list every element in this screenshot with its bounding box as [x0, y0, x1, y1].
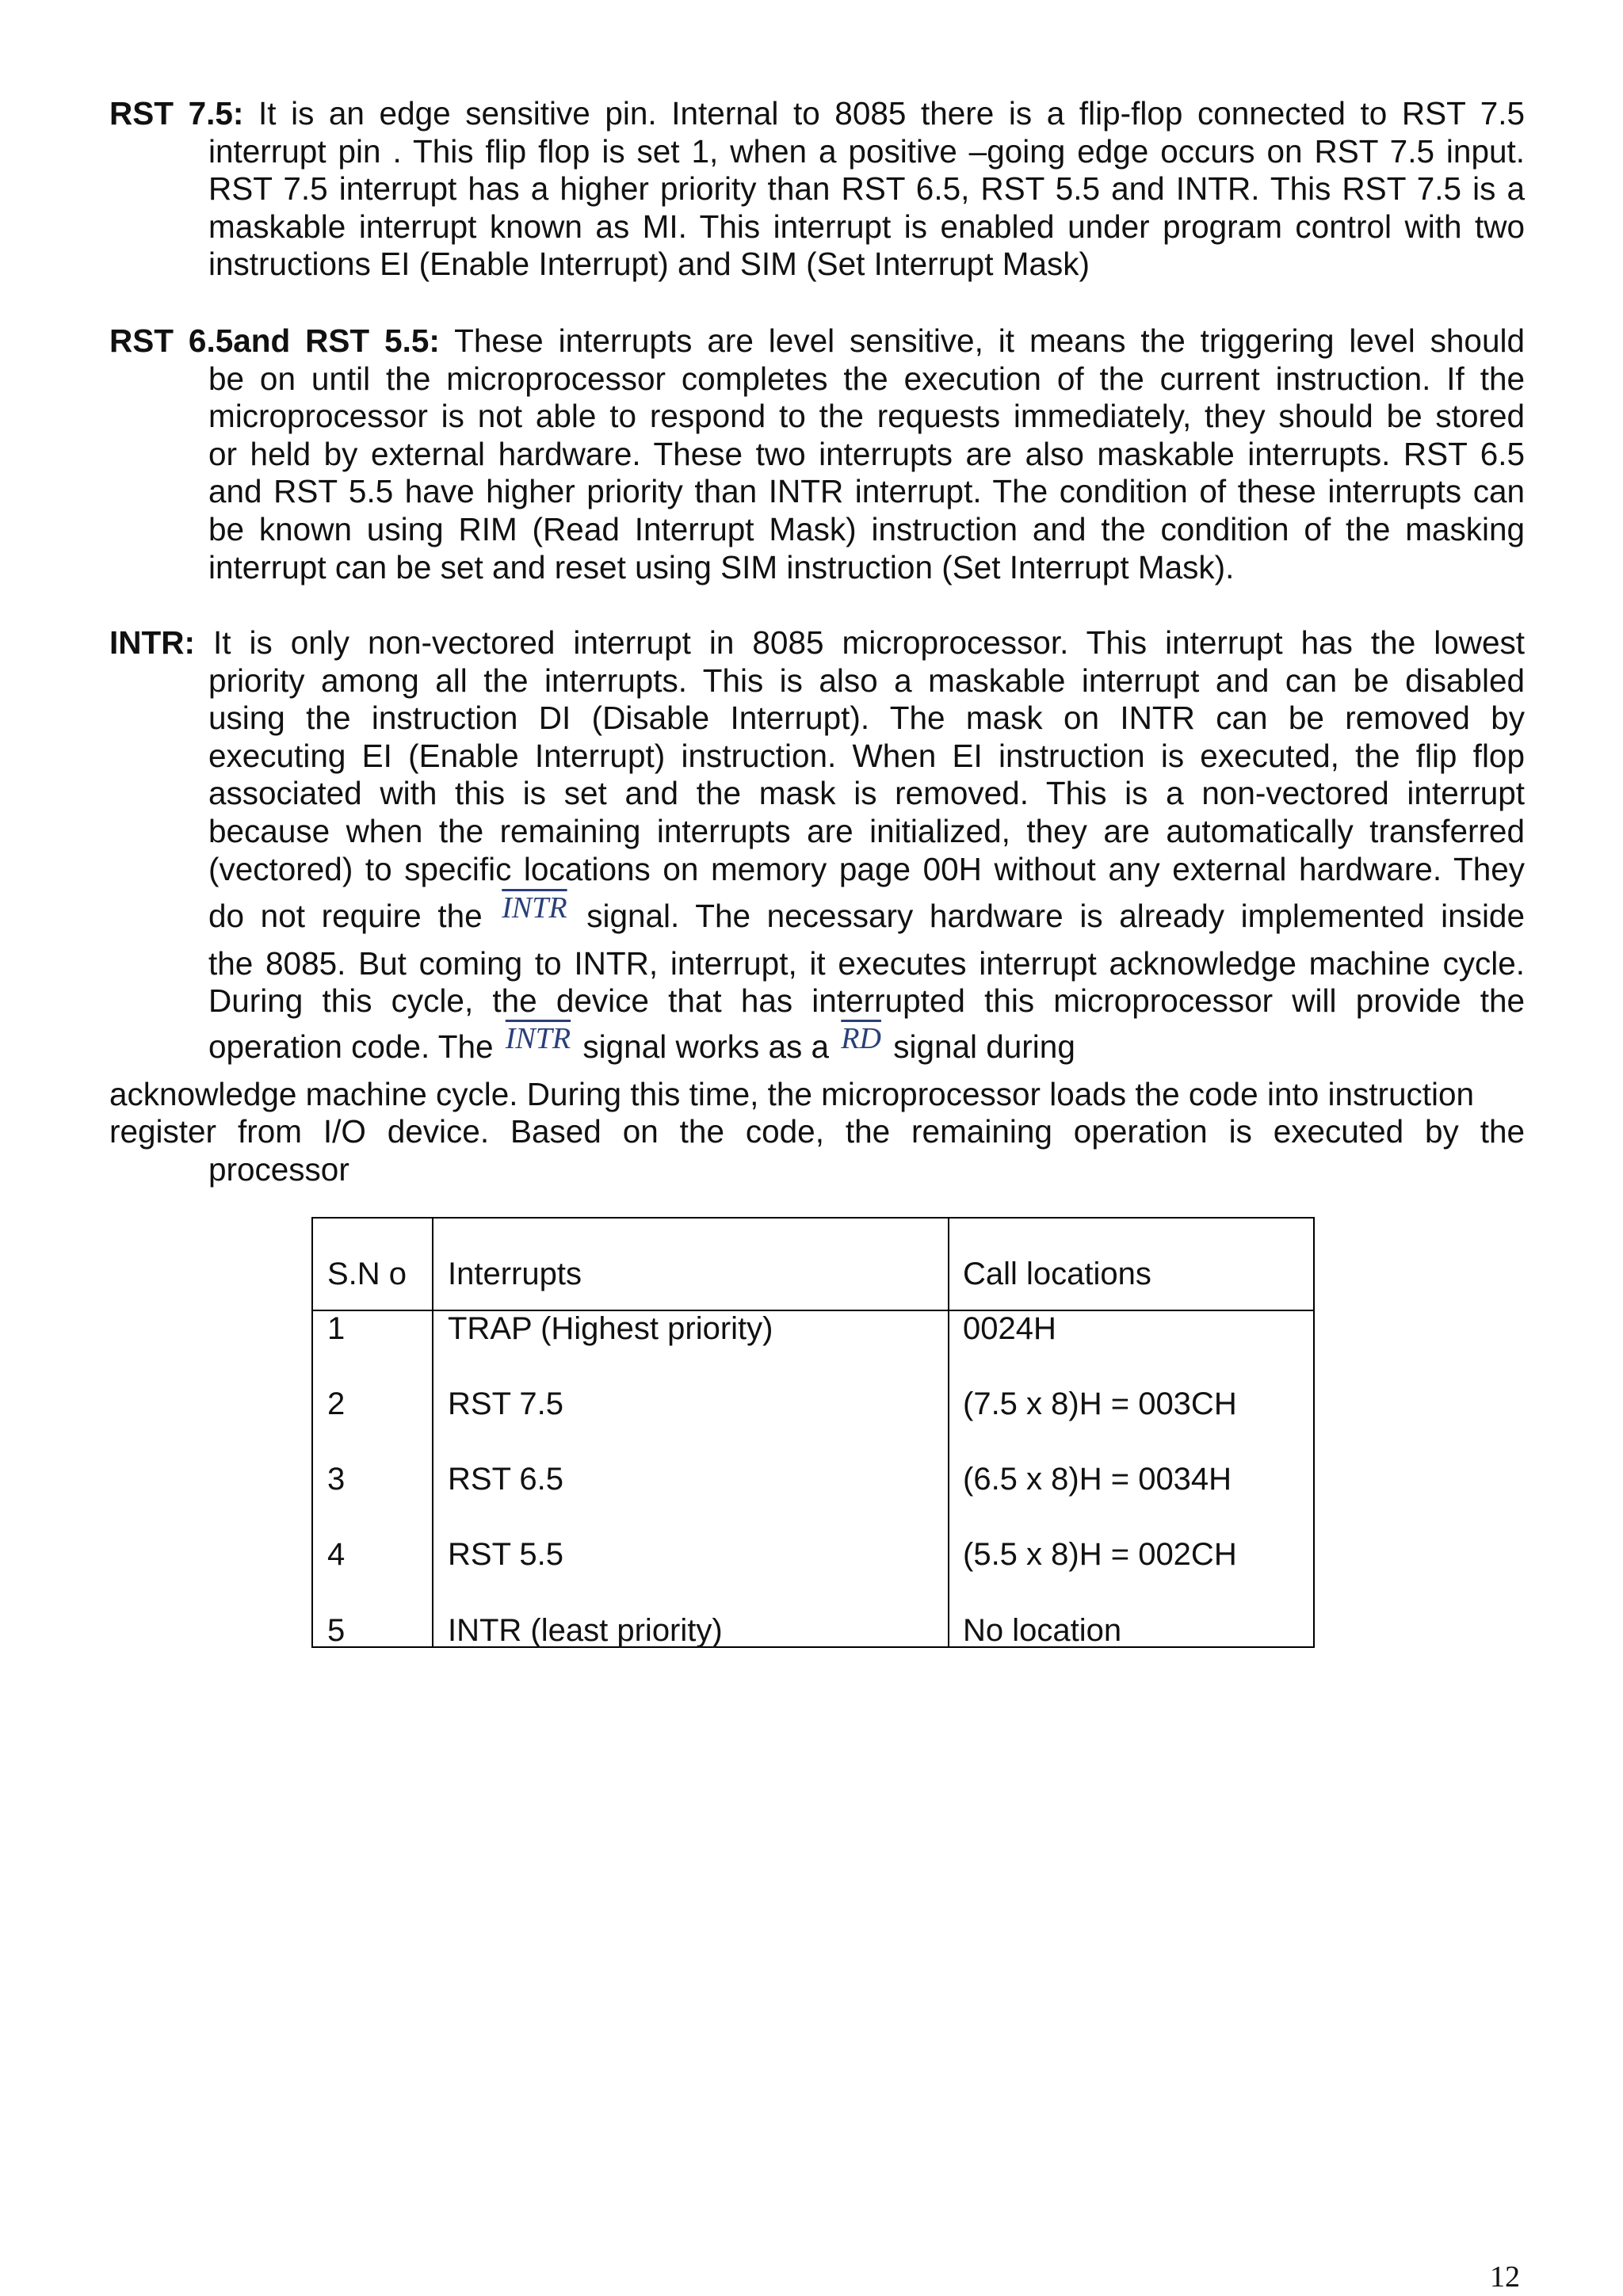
page-number: 12	[1490, 2260, 1520, 2294]
text-line: be on until the microprocessor completes the execution of the current instruction. If the	[208, 360, 1525, 397]
table-cell: 2	[327, 1386, 346, 1421]
rd-bar-symbol: $\overline{RD}$	[841, 1021, 881, 1055]
table-cell: 3	[327, 1462, 346, 1497]
text-line: register from I/O device. Based on the code, the remaining operation is executed by the	[109, 1113, 1525, 1150]
table-cell: RST 6.5	[448, 1462, 563, 1497]
text-line: and RST 5.5 have higher priority than INTR interrupt. The condition of these interrupts can	[208, 473, 1525, 510]
text-line: interrupt can be set and reset using SIM instruction (Set Interrupt Mask).	[208, 548, 1235, 585]
text-line: the 8085. But coming to INTR, interrupt, it executes interrupt acknowledge machine cycle.	[208, 944, 1525, 982]
table-cell: 4	[327, 1537, 346, 1572]
rst75-paragraph	[109, 95, 1525, 284]
text-line: operation code. The INTR signal works as a $\overline{RD}$ signal during	[208, 1021, 1075, 1065]
text-line: INTR: It is only non-vectored interrupt in 8085 microprocessor. This interrupt has the lowest	[109, 624, 1525, 661]
column-divider	[948, 1219, 949, 1646]
header-sno: S.N o	[327, 1257, 407, 1291]
term-rst65-rst55: RST 6.5and RST 5.5:	[109, 322, 440, 359]
table-cell: RST 5.5	[448, 1537, 563, 1572]
text-line: executing EI (Enable Interrupt) instruction. When EI instruction is executed, the flip flop	[208, 737, 1525, 774]
text-line: because when the remaining interrupts are initialized, they are automatically transferred	[208, 812, 1525, 849]
rst65-rst55-paragraph	[109, 322, 1525, 586]
text-line: associated with this is set and the mask is removed. This is a non-vectored interrupt	[208, 775, 1525, 812]
header-interrupts: Interrupts	[448, 1257, 582, 1291]
text-line: maskable interrupt known as MI. This interrupt is enabled under program control with two	[208, 208, 1525, 245]
text-line: priority among all the interrupts. This is also a maskable interrupt and can be disabled	[208, 662, 1525, 699]
table-cell: (7.5 x 8)H = 003CH	[963, 1386, 1237, 1421]
interrupt-table	[311, 1217, 1315, 1648]
table-cell: No location	[963, 1613, 1122, 1648]
table-cell: RST 7.5	[448, 1386, 563, 1421]
table-cell: (6.5 x 8)H = 0034H	[963, 1462, 1232, 1497]
text-line: do not require the INTR signal. The necessary hardware is already implemented inside	[208, 891, 1525, 935]
text-line: using the instruction DI (Disable Interrupt). The mask on INTR can be removed by	[208, 700, 1525, 737]
column-divider	[432, 1219, 433, 1646]
table-cell: INTR (least priority)	[448, 1613, 723, 1648]
term-intr: INTR:	[109, 624, 195, 661]
text-line: be known using RIM (Read Interrupt Mask) instruction and the condition of the masking	[208, 510, 1525, 547]
intr-bar-symbol: INTR	[502, 891, 567, 925]
text-line: During this cycle, the device that has interrupted this microprocessor will provide the	[208, 982, 1525, 1020]
table-cell: (5.5 x 8)H = 002CH	[963, 1537, 1237, 1572]
text-line: processor	[208, 1150, 349, 1188]
text-line: interrupt pin . This flip flop is set 1, when a positive –going edge occurs on RST 7.5 input.	[208, 132, 1525, 170]
table-cell: 5	[327, 1613, 346, 1648]
intr-paragraph	[109, 624, 1525, 1188]
text-line: acknowledge machine cycle. During this time, the microprocessor loads the code into instruction	[109, 1075, 1475, 1112]
text-line: instructions EI (Enable Interrupt) and SIM (Set Interrupt Mask)	[208, 246, 1090, 283]
header-call-locations: Call locations	[963, 1257, 1151, 1291]
term-rst75: RST 7.5:	[109, 95, 244, 132]
table-cell: TRAP (Highest priority)	[448, 1311, 773, 1346]
table-cell: 1	[327, 1311, 346, 1346]
intr-bar-symbol: INTR	[505, 1021, 571, 1055]
table-cell: 0024H	[963, 1311, 1056, 1346]
text-line: or held by external hardware. These two interrupts are also maskable interrupts. RST 6.5	[208, 435, 1525, 472]
text-line: RST 7.5 interrupt has a higher priority than RST 6.5, RST 5.5 and INTR. This RST 7.5 is a	[208, 170, 1525, 208]
text-line: microprocessor is not able to respond to the requests immediately, they should be stored	[208, 398, 1525, 435]
text-line: RST 7.5: It is an edge sensitive pin. Internal to 8085 there is a flip-flop connected to RST 7.5	[109, 95, 1525, 132]
text-line: RST 6.5and RST 5.5: These interrupts are level sensitive, it means the triggering level should	[109, 322, 1525, 359]
text-line: (vectored) to specific locations on memory page 00H without any external hardware. They	[208, 850, 1525, 887]
